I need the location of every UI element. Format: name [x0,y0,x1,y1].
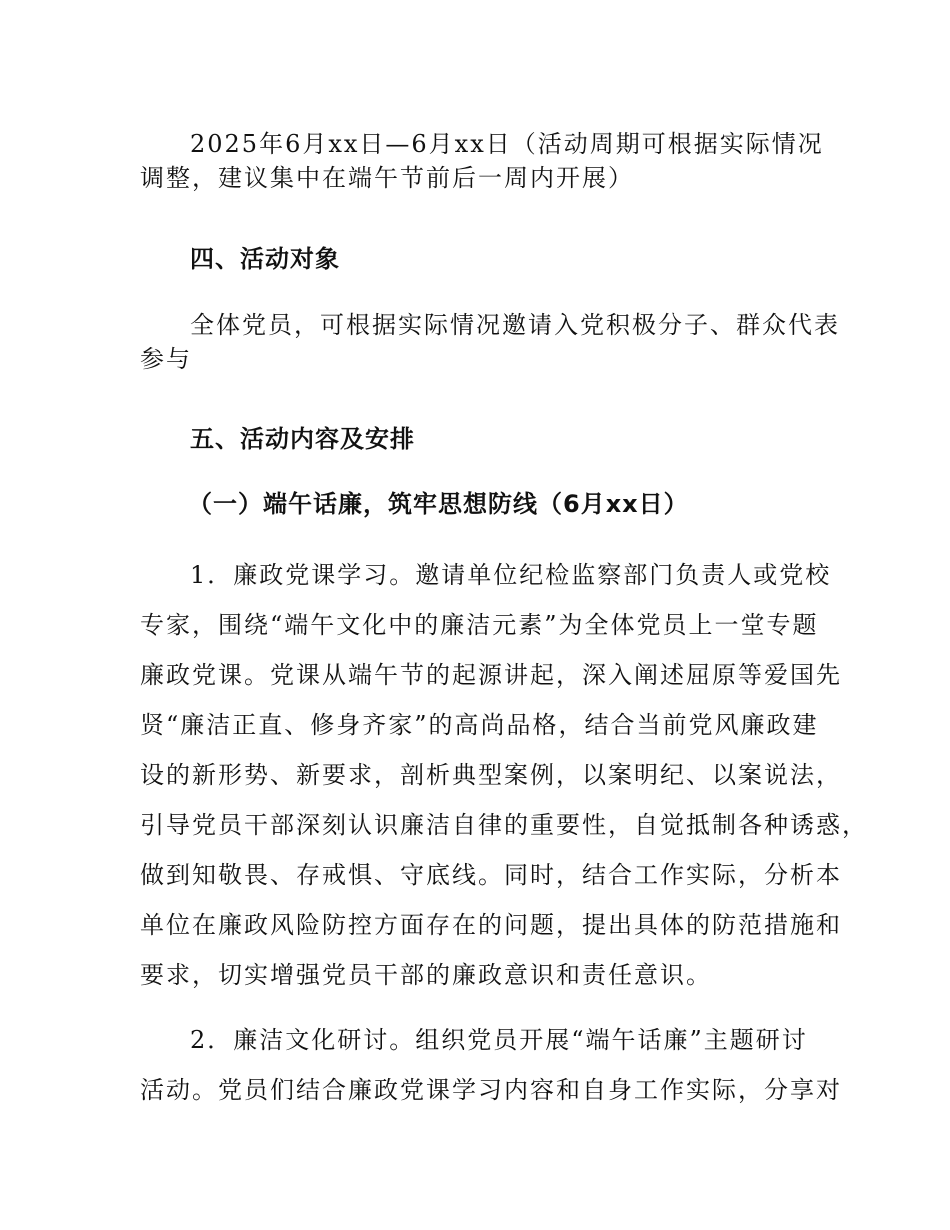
time-paragraph [140,127,824,195]
text-line: 做到知敬畏、存戒惧、守底线。同时，结合工作实际，分析本 [140,861,842,889]
text-line: 1．廉政党课学习。邀请单位纪检监察部门负责人或党校 [190,561,832,589]
section-heading-content: 五、活动内容及安排 [190,425,415,453]
audience-paragraph [140,308,840,376]
text-line: 2025年6月xx日—6月xx日（活动周期可根据实际情况 [190,130,824,158]
text-line: 单位在廉政风险防控方面存在的问题，提出具体的防范措施和 [140,911,842,939]
text-line: 廉政党课。党课从端午节的起源讲起，深入阐述屈原等爱国先 [140,661,842,689]
text-line: 专家，围绕“端午文化中的廉洁元素”为全体党员上一堂专题 [140,611,819,639]
text-line: 设的新形势、新要求，剖析典型案例，以案明纪、以案说法， [140,761,842,789]
text-line: 2．廉洁文化研讨。组织党员开展“端午话廉”主题研讨 [190,1026,808,1054]
text-line: 贤“廉洁正直、修身齐家”的高尚品格，结合当前党风廉政建 [140,711,819,739]
item1-paragraph [140,550,868,1000]
subsection-heading: （一）端午话廉，筑牢思想防线（6月xx日） [188,490,689,518]
item2-paragraph [140,1015,842,1115]
section-heading-audience: 四、活动对象 [190,245,340,273]
text-line: 全体党员，可根据实际情况邀请入党积极分子、群众代表 [190,311,840,339]
text-line: 活动。党员们结合廉政党课学习内容和自身工作实际，分享对 [140,1076,842,1104]
text-line: 调整，建议集中在端午节前后一周内开展） [140,164,634,192]
text-line: 引导党员干部深刻认识廉洁自律的重要性，自觉抵制各种诱惑， [140,811,868,839]
text-line: 要求，切实增强党员干部的廉政意识和责任意识。 [140,961,712,989]
text-line: 参与 [140,345,192,373]
